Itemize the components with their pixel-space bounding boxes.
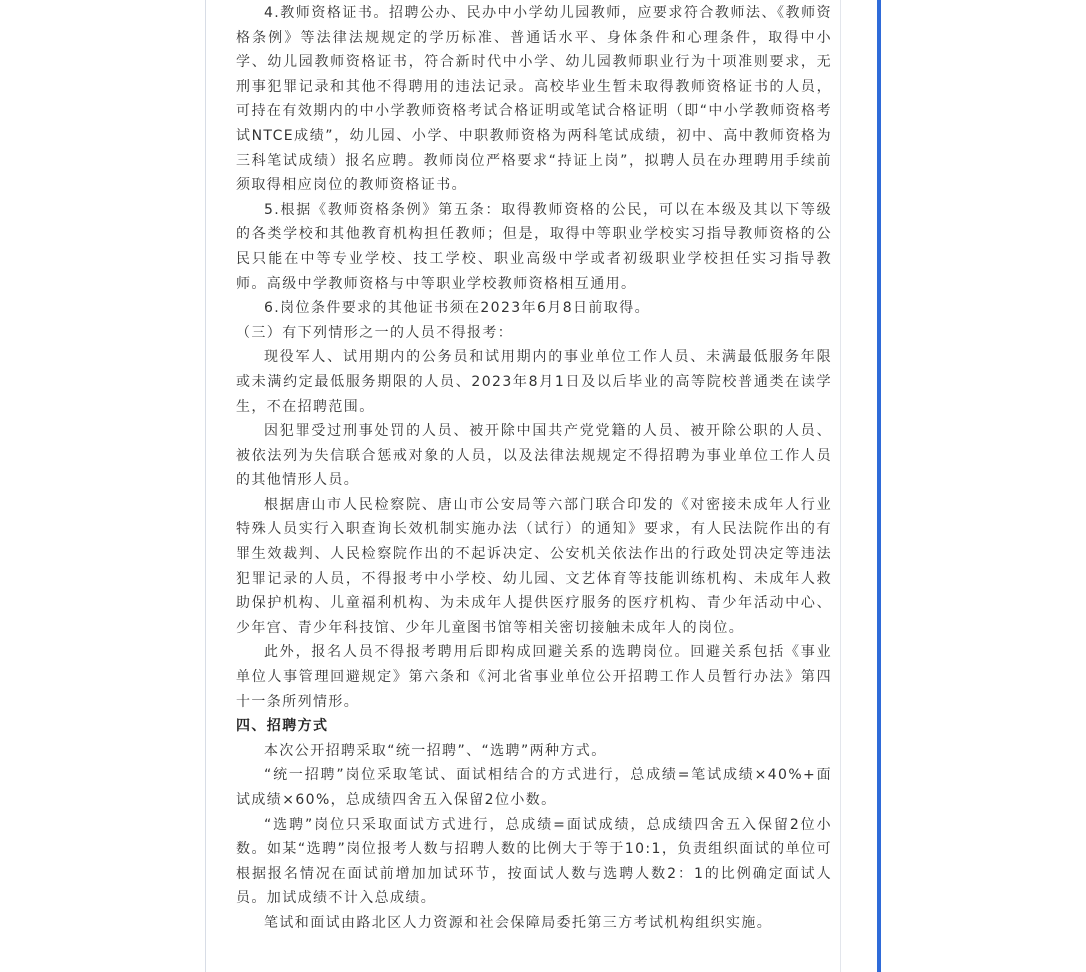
paragraph-military-civil-servants: 现役军人、试用期内的公务员和试用期内的事业单位工作人员、未满最低服务年限或未满约定最低服务期限的人员、2023年8月1日及以后毕业的高等院校普通类在读学生，不在招聘范围。	[236, 349, 832, 415]
heading-recruitment-method: 四、招聘方式	[236, 718, 329, 735]
paragraph-selection: “选聘”岗位只采取面试方式进行，总成绩=面试成绩，总成绩四舍五入保留2位小数。如某“选聘”岗位报考人数与招聘人数的比例大于等于10:1，负责组织面试的单位可根据报名情况在面试前增加加试环节，按面试人数与选聘人数2：1的比例确定面试人员。加试成绩不计入总成绩。	[236, 816, 832, 907]
paragraph-minor-contact-check: 根据唐山市人民检察院、唐山市公安局等六部门联合印发的《对密接未成年人行业特殊人员实行入职查询长效机制实施办法（试行）的通知》要求，有人民法院作出的有罪生效裁判、人民检察院作出的不起诉决定、公安机关依法作出的行政处罚决定等违法犯罪记录的人员，不得报考中小学校、幼儿园、文艺体育等技能训练机构、未成年人救助保护机构、儿童福利机构、为未成年人提供医疗服务的医疗机构、青少年活动中心、少年宫、青少年科技馆、少年儿童图书馆等相关密切接触未成年人的岗位。	[236, 496, 832, 636]
content-right-border	[840, 0, 841, 972]
paragraph-criminal-record: 因犯罪受过刑事处罚的人员、被开除中国共产党党籍的人员、被开除公职的人员、被依法列为失信联合惩戒对象的人员，以及法律法规规定不得招聘为事业单位工作人员的其他情形人员。	[236, 423, 832, 489]
paragraph-avoidance: 此外，报名人员不得报考聘用后即构成回避关系的选聘岗位。回避关系包括《事业单位人事管理回避规定》第六条和《河北省事业单位公开招聘工作人员暂行办法》第四十一条所列情形。	[236, 644, 832, 710]
paragraph-teacher-regulation: 5.根据《教师资格条例》第五条：取得教师资格的公民，可以在本级及其以下等级的各类学校和其他教育机构担任教师；但是，取得中等职业学校实习指导教师资格的公民只能在中等专业学校、技工学校、职业高级中学或者初级职业学校担任实习指导教师。高级中学教师资格与中等职业学校教师资格相互通用。	[236, 201, 832, 292]
paragraph-exam-organizer: 笔试和面试由路北区人力资源和社会保障局委托第三方考试机构组织实施。	[264, 914, 773, 931]
page-frame-right-accent	[877, 0, 881, 972]
paragraph-teacher-certificate: 4.教师资格证书。招聘公办、民办中小学幼儿园教师，应要求符合教师法、《教师资格条例》等法律法规规定的学历标准、普通话水平、身体条件和心理条件，取得中小学、幼儿园教师资格证书，符合新时代中小学、幼儿园教师职业行为十项准则要求，无刑事犯罪记录和其他不得聘用的违法记录。高校毕业生暂未取得教师资格证书的人员，可持在有效期内的中小学教师资格考试合格证明或笔试合格证明（即“中小学教师资格考试NTCE成绩”，幼儿园、小学、中职教师资格为两科笔试成绩，初中、高中教师资格为三科笔试成绩）报名应聘。教师岗位严格要求“持证上岗”，拟聘人员在办理聘用手续前须取得相应岗位的教师资格证书。	[236, 5, 832, 194]
paragraph-other-certificates: 6.岗位条件要求的其他证书须在2023年6月8日前取得。	[264, 300, 650, 317]
paragraph-two-methods: 本次公开招聘采取“统一招聘”、“选聘”两种方式。	[264, 742, 607, 759]
subheading-ineligible: （三）有下列情形之一的人员不得报考：	[236, 324, 514, 341]
page-frame-left-border	[205, 0, 206, 972]
article-body	[236, 0, 832, 936]
paragraph-unified-recruitment: “统一招聘”岗位采取笔试、面试相结合的方式进行，总成绩=笔试成绩×40%+面试成绩×60%，总成绩四舍五入保留2位小数。	[236, 767, 832, 808]
